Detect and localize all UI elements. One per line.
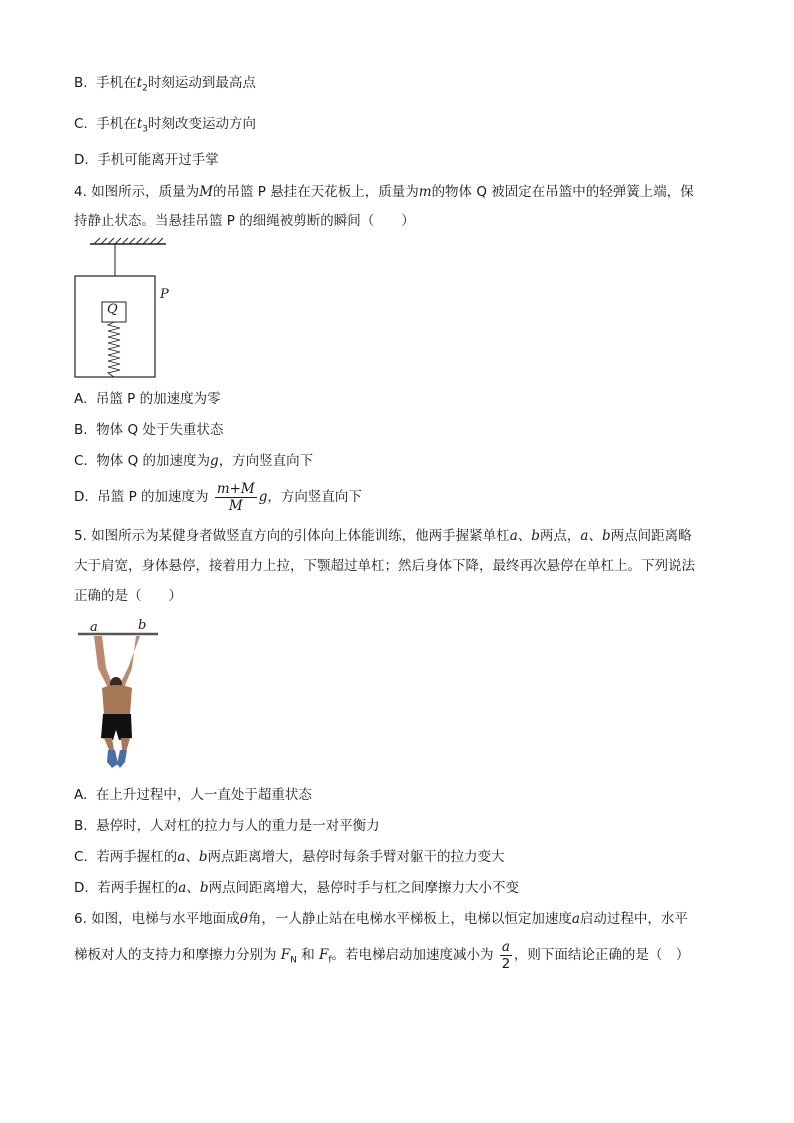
q4-label-p: P	[160, 287, 169, 302]
q4-label-q: Q	[107, 302, 118, 317]
q4-option-b: B. 物体 Q 处于失重状态	[74, 422, 224, 438]
q6-fraction: $\frac{a}{2}$	[501, 938, 511, 972]
q4-option-c: C. 物体 Q 的加速度为g，方向竖直向下	[74, 453, 314, 469]
q4-fraction: $\frac{m+M}{M}$	[216, 480, 255, 514]
pullup-person-figure	[74, 618, 164, 772]
q3-option-d: D. 手机可能离开过手掌	[74, 152, 219, 168]
q3-option-c: C. 手机在$t_3$时刻改变运动方向	[74, 116, 256, 135]
q5-option-d: D. 若两手握杠的a、b两点间距离增大，悬停时手与杠之间摩擦力大小不变	[74, 880, 519, 896]
q4-basket-figure	[70, 236, 190, 382]
q6-stem-line2: 梯板对人的支持力和摩擦力分别为 $F_N$ 和 $F_f$。若电梯启动加速度减小为 $\frac{a}{2}$ ，则下面结论正确的是（ ）	[74, 938, 690, 972]
q5-label-b: b	[138, 618, 147, 633]
q4-option-d: D. 吊篮 P 的加速度为 $\frac{m+M}{M}$ g，方向竖直向下	[74, 480, 362, 514]
q5-option-c: C. 若两手握杠的a、b两点距离增大，悬停时每条手臂对躯干的拉力变大	[74, 849, 505, 865]
q4-option-a: A. 吊篮 P 的加速度为零	[74, 391, 221, 407]
q5-option-b: B. 悬停时，人对杠的拉力与人的重力是一对平衡力	[74, 818, 380, 834]
q5-label-a: a	[90, 620, 98, 635]
q5-option-a: A. 在上升过程中，人一直处于超重状态	[74, 787, 312, 803]
q3-option-b: B. 手机在$t_2$时刻运动到最高点	[74, 75, 256, 94]
q6-stem-line1: 6. 如图，电梯与水平地面成θ角，一人静止站在电梯水平梯板上，电梯以恒定加速度a启动过程中，水平	[74, 911, 688, 927]
q4-stem: 4. 如图所示，质量为M的吊篮 P 悬挂在天花板上，质量为m的物体 Q 被固定在吊篮中的轻弹簧上端，保 持静止状态。当悬挂吊篮 P 的细绳被剪断的瞬间（ ）	[74, 184, 694, 229]
q5-stem: 5. 如图所示为某健身者做竖直方向的引体向上体能训练，他两手握紧单杠a、b两点，a、b两点间距离略 大于肩宽，身体悬停，接着用力上拉，下颚超过单杠；然后身体下降，最终再次悬停在单杠上。下列说法 正确的是（ ）	[74, 528, 695, 604]
